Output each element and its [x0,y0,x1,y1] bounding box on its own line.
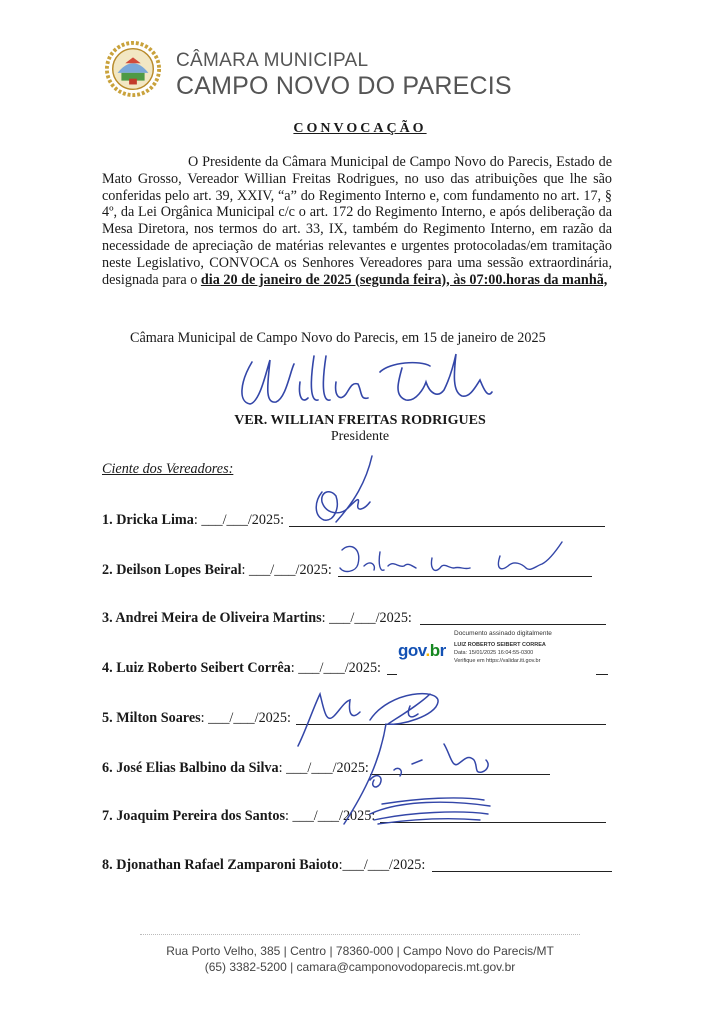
councillor-row-4 [102,660,381,677]
councillor-name: 3. Andrei Meira de Oliveira Martins [102,610,322,626]
signature-line [432,871,612,872]
president-signature [230,342,500,422]
date-field: : ___/___/2025: [285,808,376,824]
date-field: : ___/___/2025: [193,512,285,528]
footer-contact: (65) 3382-5200 | camara@camponovodoparecis.mt.gov.br [204,960,516,974]
councillor-row-6 [102,760,369,777]
councillor-name: 4. Luiz Roberto Seibert Corrêa [102,660,291,676]
institution-title: CÂMARA MUNICIPAL [176,50,369,71]
date-field: : ___/___/2025: [290,660,381,676]
stamp-verify-link: Verifique em https://validar.iti.gov.br [454,658,541,664]
councillor-name: 7. Joaquim Pereira dos Santos [102,808,286,824]
councillor-row-7 [102,808,375,825]
footer-divider [140,934,580,935]
signature-line [596,674,608,675]
stamp-date: Data: 15/01/2025 16:04:55-0300 [454,650,534,656]
date-field: :___/___/2025: [338,857,426,873]
digital-signature-stamp [398,630,568,672]
councillor-row-8 [102,857,425,874]
signer-role: Presidente [330,429,390,444]
body-emphasis: dia 20 de janeiro de 2025 (segunda feira), às 07:00.horas da manhã, [200,271,608,288]
signature-line [387,674,397,675]
councillor-name: 1. Dricka Lima [102,512,194,528]
councillor-name: 2. Deilson Lopes Beiral [102,562,242,578]
date-line: Câmara Municipal de Campo Novo do Parecis, em 15 de janeiro de 2025 [130,330,546,346]
signer-name: VER. WILLIAN FREITAS RODRIGUES [234,413,486,428]
date-field: : ___/___/2025: [278,760,369,776]
councillor-name: 6. José Elias Balbino da Silva [102,760,279,776]
footer-address: Rua Porto Velho, 385 | Centro | 78360-000 | Campo Novo do Parecis/MT [166,944,554,958]
govbr-logo: gov.br [398,641,446,660]
signature-deilson-lopes-beiral [336,538,576,582]
signature-joaquim-pereira [360,792,500,832]
date-field: : ___/___/2025: [321,610,412,626]
signature-dricka-lima [300,452,390,542]
stamp-signer: LUIZ ROBERTO SEIBERT CORREA [454,642,546,648]
councillor-name: 5. Milton Soares [102,710,201,726]
councillor-row-3 [102,610,412,627]
ciente-label: Ciente dos Vereadores: [102,461,234,477]
stamp-header: Documento assinado digitalmente [454,630,552,637]
councillor-name: 8. Djonathan Rafael Zamparoni Baioto [102,857,339,873]
date-field: : ___/___/2025: [200,710,291,726]
signature-line [420,624,606,625]
councillor-row-1 [102,512,284,529]
date-field: : ___/___/2025: [241,562,332,578]
municipal-seal-icon [104,40,162,98]
body-text: O Presidente da Câmara Municipal de Campo Novo do Parecis, Estado de Mato Grosso, Vereador Willian Freitas Rodrigues, no uso das atribuições que lhe são conferidas pelo art. 39, XXIV, “a” do Regimento Interno e, com fundamento no art. 17, § 4º, da Lei Orgânica Municipal c/c o art. 172 do Regimento Interno, e após deliberação da Mesa Diretora, nos termos do art. 33, IX, também do Regimento Interno, em razão da necessidade de apreciação de matérias relevantes e urgentes protocoladas/em tramitação neste Legislativo, CONVOCA os Senhores Vereadores para uma sessão extraordinária, designada para o [102,154,612,288]
document-title: CONVOCAÇÃO [293,121,427,136]
institution-subtitle: CAMPO NOVO DO PARECIS [176,72,512,100]
councillor-row-2 [102,562,332,579]
councillor-row-5 [102,710,291,727]
document-body [102,154,612,288]
